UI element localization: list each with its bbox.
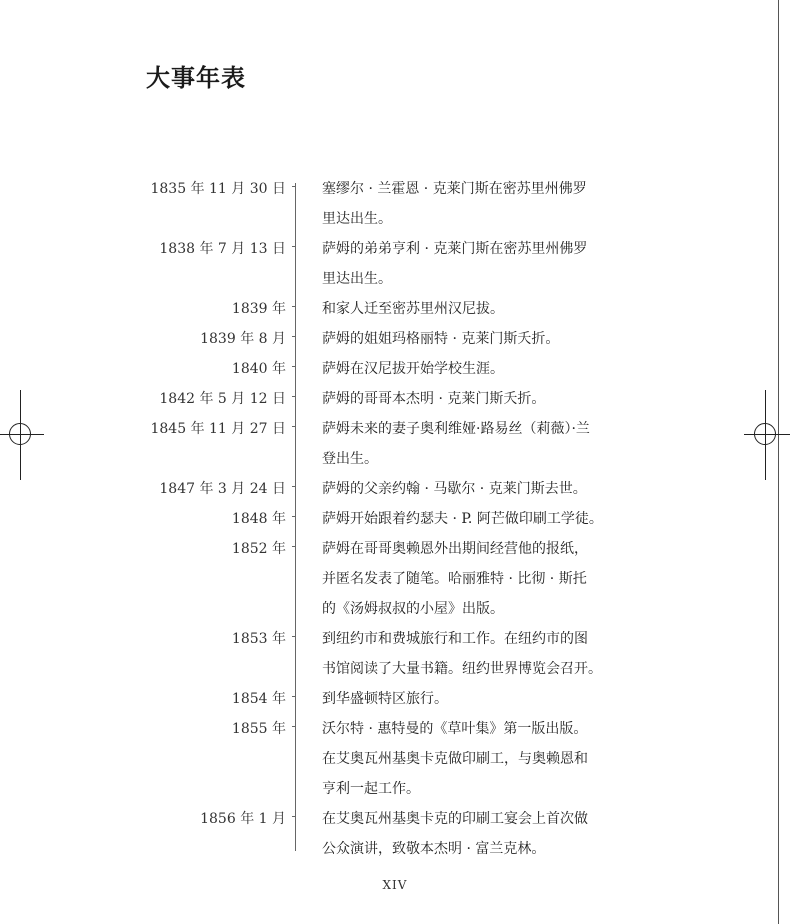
entry-text-line: 和家人迁至密苏里州汉尼拔。 [322, 301, 504, 317]
entry-text-line: 萨姆在汉尼拔开始学校生涯。 [322, 361, 504, 377]
timeline-tick [292, 726, 296, 727]
timeline-tick [292, 336, 296, 337]
timeline-tick [292, 816, 296, 817]
entry-date: 1835 年 11 月 30 日 [150, 181, 286, 197]
entry-text-line: 亨利一起工作。 [322, 781, 420, 797]
entry-text-line: 萨姆的姐姐玛格丽特 · 克莱门斯夭折。 [322, 331, 560, 347]
timeline-tick [292, 636, 296, 637]
entry-text-line: 萨姆在哥哥奥赖恩外出期间经营他的报纸， [322, 541, 588, 557]
entry-text-line: 塞缪尔 · 兰霍恩 · 克莱门斯在密苏里州佛罗 [322, 181, 587, 197]
entry-text-line: 萨姆的弟弟亨利 · 克莱门斯在密苏里州佛罗 [322, 241, 588, 257]
entry-text-line: 并匿名发表了随笔。哈丽雅特 · 比彻 · 斯托 [322, 571, 587, 587]
registration-mark-right [744, 390, 790, 480]
entry-text-line: 萨姆未来的妻子奥利维娅·路易丝（莉薇）·兰 [322, 421, 590, 437]
timeline-tick [292, 396, 296, 397]
timeline-tick [292, 486, 296, 487]
entry-text-line: 里达出生。 [322, 211, 392, 227]
entry-date: 1848 年 [231, 511, 286, 527]
timeline-tick [292, 246, 296, 247]
timeline-tick [292, 426, 296, 427]
entry-text-line: 萨姆的父亲约翰 · 马歇尔 · 克莱门斯去世。 [322, 481, 587, 497]
timeline-tick [292, 366, 296, 367]
entry-text-line: 萨姆开始跟着约瑟夫 · P. 阿芒做印刷工学徒。 [322, 511, 603, 527]
entry-date: 1853 年 [231, 631, 286, 647]
entry-date: 1855 年 [231, 721, 286, 737]
timeline-axis [295, 183, 296, 851]
entry-date: 1839 年 [231, 301, 286, 317]
entry-date: 1840 年 [231, 361, 286, 377]
timeline-tick [292, 306, 296, 307]
entry-date: 1852 年 [231, 541, 286, 557]
entry-text-line: 到华盛顿特区旅行。 [322, 691, 448, 707]
page-title: 大事年表 [146, 64, 246, 92]
entry-text-line: 登出生。 [322, 451, 378, 467]
registration-mark-left [0, 390, 44, 480]
entry-date: 1854 年 [231, 691, 286, 707]
timeline-tick [292, 546, 296, 547]
entry-date: 1845 年 11 月 27 日 [150, 421, 286, 437]
timeline-tick [292, 516, 296, 517]
entry-text-line: 的《汤姆叔叔的小屋》出版。 [322, 601, 504, 617]
entry-date: 1847 年 3 月 24 日 [159, 481, 286, 497]
entry-date: 1856 年 1 月 [200, 811, 286, 827]
entry-text-line: 在艾奥瓦州基奥卡克做印刷工，与奥赖恩和 [322, 751, 588, 767]
timeline-tick [292, 696, 296, 697]
page-number: XIV [382, 878, 408, 892]
entry-text-line: 萨姆的哥哥本杰明 · 克莱门斯夭折。 [322, 391, 546, 407]
entry-text-line: 沃尔特 · 惠特曼的《草叶集》第一版出版。 [322, 721, 588, 737]
entry-text-line: 在艾奥瓦州基奥卡克的印刷工宴会上首次做 [322, 811, 588, 827]
entry-date: 1838 年 7 月 13 日 [159, 241, 286, 257]
entry-date: 1842 年 5 月 12 日 [159, 391, 286, 407]
entry-text-line: 到纽约市和费城旅行和工作。在纽约市的图 [322, 631, 588, 647]
entry-date: 1839 年 8 月 [200, 331, 286, 347]
entry-text-line: 里达出生。 [322, 271, 392, 287]
timeline-tick [292, 186, 296, 187]
entry-text-line: 公众演讲，致敬本杰明 · 富兰克林。 [322, 841, 546, 857]
entry-text-line: 书馆阅读了大量书籍。纽约世界博览会召开。 [322, 661, 602, 677]
